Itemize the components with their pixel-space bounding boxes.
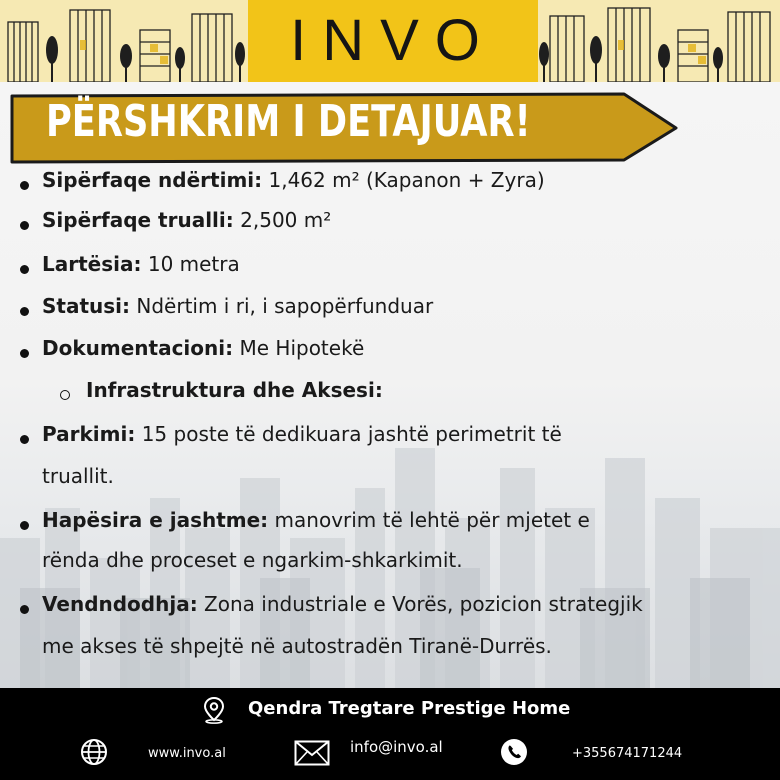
- item-label: Statusi:: [42, 294, 131, 318]
- page-title: PËRSHKRIM I DETAJUAR!: [46, 96, 531, 147]
- item-label: Vendndodhja:: [42, 592, 198, 616]
- email-link[interactable]: info@invo.al: [350, 738, 443, 756]
- brand-logo: INVO: [290, 8, 496, 73]
- phone-icon: [500, 738, 528, 766]
- building-illustration-left: [0, 0, 248, 82]
- circle-bullet-icon: [60, 390, 70, 400]
- envelope-icon: [294, 740, 330, 766]
- building-illustration-right: [538, 0, 780, 82]
- item-value: 2,500 m²: [233, 208, 332, 232]
- bullet-icon: [20, 605, 29, 614]
- item-label: Parkimi:: [42, 422, 136, 446]
- item-value: 10 metra: [141, 252, 240, 276]
- item-value: Me Hipotekë: [233, 336, 365, 360]
- top-banner: [0, 0, 780, 82]
- item-value-continued: me akses të shpejtë në autostradën Tiranë-Durrës.: [42, 634, 552, 658]
- title-banner: [6, 90, 682, 164]
- company-name: Qendra Tregtare Prestige Home: [248, 698, 571, 719]
- item-value: 1,462 m² (Kapanon + Zyra): [262, 168, 545, 192]
- phone-number[interactable]: +355674171244: [572, 746, 683, 761]
- bullet-icon: [20, 265, 29, 274]
- item-label: Dokumentacioni:: [42, 336, 234, 360]
- location-pin-icon: [202, 696, 226, 724]
- item-label: Sipërfaqe ndërtimi:: [42, 168, 263, 192]
- bullet-icon: [20, 181, 29, 190]
- globe-icon: [80, 738, 108, 766]
- bullet-icon: [20, 307, 29, 316]
- item-label: Lartësia:: [42, 252, 142, 276]
- bullet-icon: [20, 435, 29, 444]
- footer: [0, 688, 780, 780]
- bullet-icon: [20, 349, 29, 358]
- website-link[interactable]: www.invo.al: [148, 746, 226, 761]
- item-value: manovrim të lehtë për mjetet e: [268, 508, 590, 532]
- bullet-icon: [20, 521, 29, 530]
- bullet-icon: [20, 221, 29, 230]
- item-value: Zona industriale e Vorës, pozicion strategjik: [197, 592, 643, 616]
- item-value: 15 poste të dedikuara jashtë perimetrit të: [135, 422, 562, 446]
- logo-box: [248, 0, 538, 82]
- item-value-continued: rënda dhe proceset e ngarkim-shkarkimit.: [42, 548, 463, 572]
- item-label: Sipërfaqe trualli:: [42, 208, 234, 232]
- item-label: Hapësira e jashtme:: [42, 508, 269, 532]
- item-value: Ndërtim i ri, i sapopërfunduar: [130, 294, 434, 318]
- sub-heading: Infrastruktura dhe Aksesi:: [86, 378, 383, 402]
- item-value-continued: truallit.: [42, 464, 114, 488]
